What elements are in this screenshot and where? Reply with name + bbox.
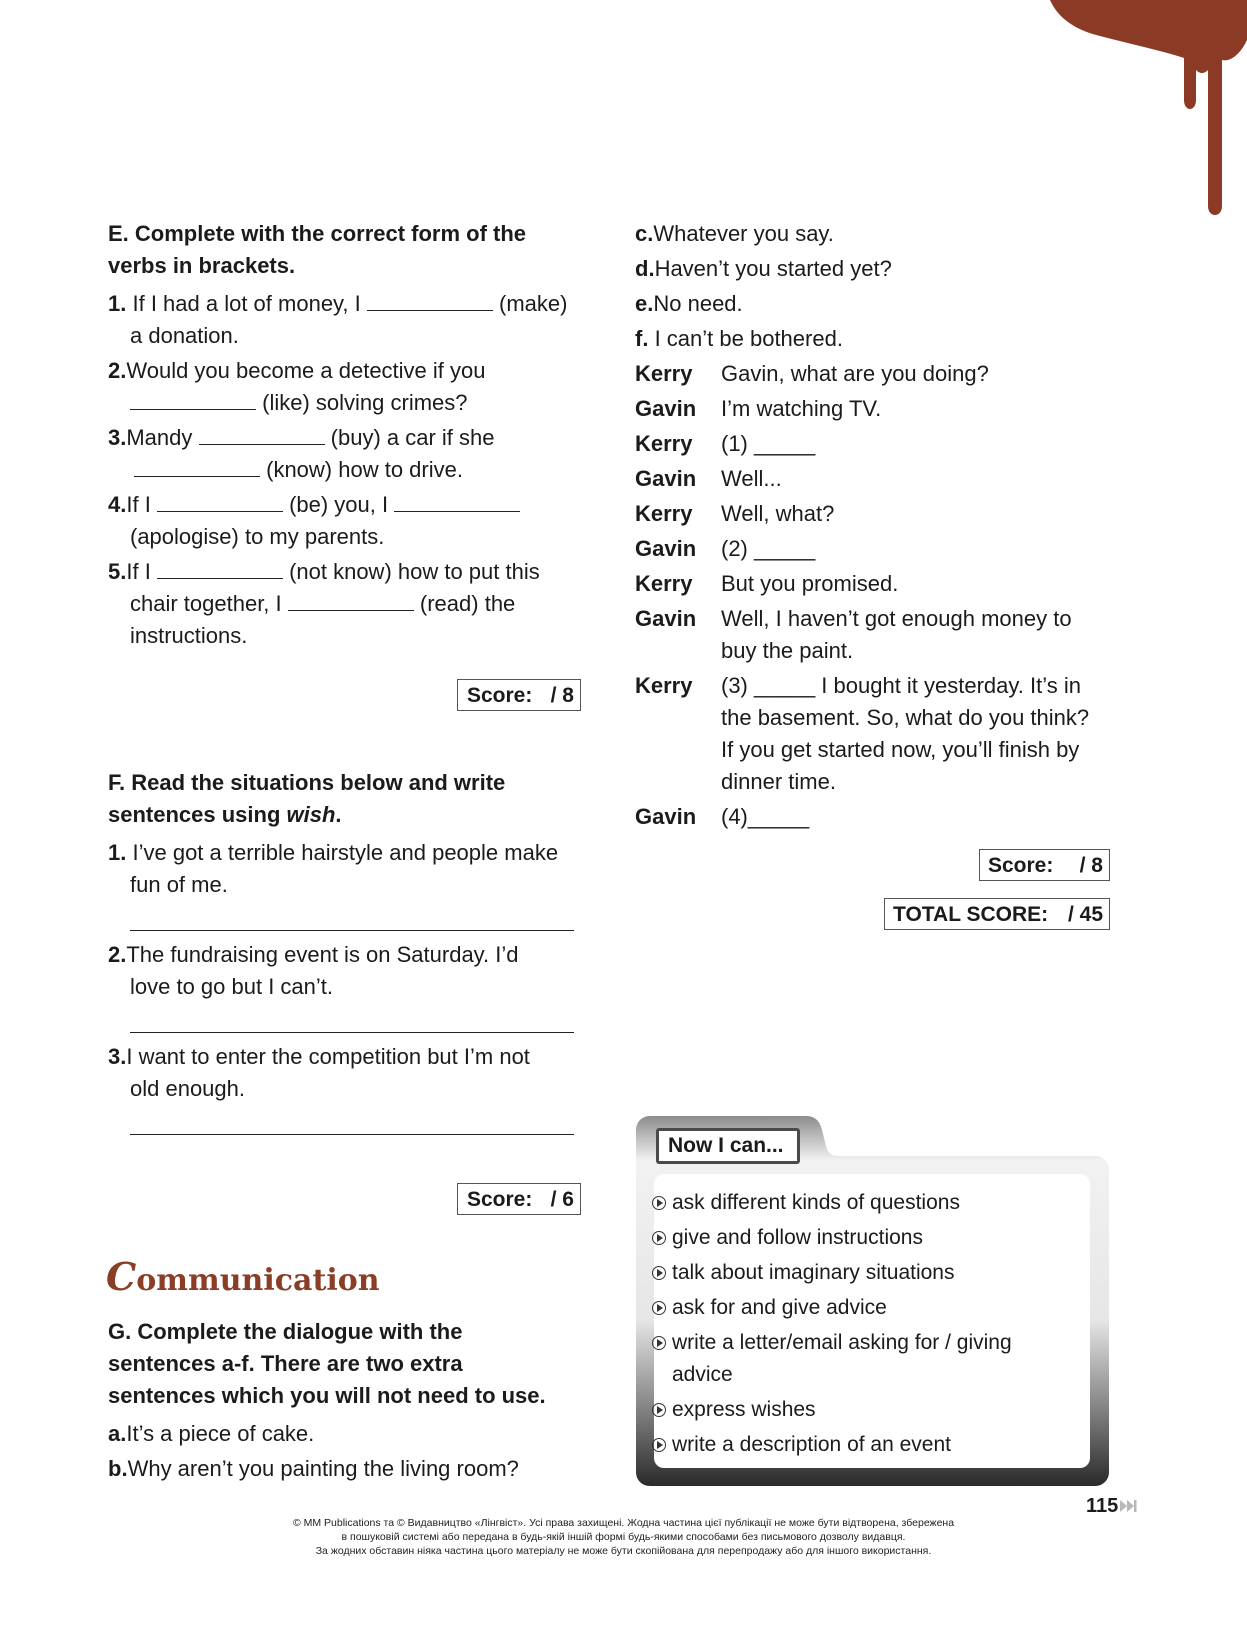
copyright-footer: © MM Publications та © Видавництво «Лінгвіст». Усі права захищені. Жодна частина цієї публікації не може бути відтворена, збережена в пошуковій системі або передана в будь-якій іншій формі будь-якими способами без письмового дозволу видавця. За жодних обставин ніяка частина цього матеріалу не може бути скопійована для перепродажу або для іншого використання. (292, 1517, 955, 1557)
section-g-score-box: Score: / 8 (979, 849, 1110, 881)
play-bullet-icon (652, 1231, 666, 1245)
now-i-can-card (636, 1116, 1109, 1486)
answer-blank[interactable] (130, 389, 256, 410)
can-do-item: write a description of an event (672, 1430, 951, 1460)
option-e: e.No need. (635, 291, 743, 316)
answer-blank[interactable] (157, 491, 283, 512)
play-bullet-icon (652, 1266, 666, 1280)
dialogue-speaker: Gavin (635, 466, 697, 491)
section-f-question-1: 1. I’ve got a terrible hairstyle and people make (108, 840, 559, 865)
dialogue-speaker: Kerry (635, 361, 693, 386)
section-e-question-3-cont: (know) how to drive. (134, 454, 463, 486)
dialogue-speaker: Gavin (635, 536, 697, 561)
can-do-item: write a letter/email asking for / giving (672, 1328, 1012, 1358)
section-f-score-box: Score: / 6 (457, 1183, 581, 1215)
section-f-question-2: 2.The fundraising event is on Saturday. I’d (108, 942, 519, 967)
dialogue-line: Well, what? (721, 501, 835, 526)
dialogue-speaker: Gavin (635, 804, 697, 829)
option-f: f. I can’t be bothered. (635, 326, 843, 351)
can-do-item-cont: advice (672, 1363, 733, 1386)
dialogue-line: (1) _____ (721, 431, 816, 456)
dialogue-line: (4)_____ (721, 804, 810, 829)
section-f-question-1-cont: fun of me. (130, 872, 228, 897)
section-f-heading: F. Read the situations below and write sentences using wish. (108, 770, 506, 827)
dialogue-line: (3) _____ I bought it yesterday. It’s in the basement. So, what do you think? If you get started now, you’ll finish by dinner time. (721, 673, 1090, 794)
play-bullet-icon (652, 1336, 666, 1350)
section-f-question-3: 3.I want to enter the competition but I’m not (108, 1044, 530, 1069)
play-bullet-icon (652, 1196, 666, 1210)
section-e-question-2: 2.Would you become a detective if you (108, 358, 486, 383)
dialogue-speaker: Kerry (635, 501, 693, 526)
answer-blank[interactable] (367, 290, 493, 311)
page-number: 115 (1086, 1495, 1119, 1517)
answer-line[interactable] (130, 1032, 574, 1033)
fast-forward-icon (1120, 1500, 1138, 1512)
section-e-score-box: Score: / 8 (457, 679, 581, 711)
answer-blank[interactable] (157, 558, 283, 579)
play-bullet-icon (652, 1403, 666, 1417)
communication-heading: Communication (106, 1254, 380, 1299)
answer-blank[interactable] (199, 424, 325, 445)
section-e-question-4: 4.If I (be) you, I (108, 489, 520, 521)
section-g-heading: G. Complete the dialogue with the sentences a-f. There are two extra sentences which you will not need to use. (108, 1319, 546, 1408)
play-bullet-icon (652, 1301, 666, 1315)
section-f-question-3-cont: old enough. (130, 1076, 245, 1101)
section-e-question-1: 1. If I had a lot of money, I (make) (108, 291, 568, 316)
dialogue-line: Gavin, what are you doing? (721, 361, 989, 386)
answer-line[interactable] (130, 930, 574, 931)
section-e-question-4-cont: (apologise) to my parents. (130, 524, 385, 549)
can-do-item: ask different kinds of questions (672, 1188, 960, 1218)
option-d: d.Haven’t you started yet? (635, 256, 892, 281)
can-do-item: ask for and give advice (672, 1293, 887, 1323)
dialogue-line: (2) _____ (721, 536, 816, 561)
dialogue-speaker: Gavin (635, 396, 697, 421)
answer-blank[interactable] (134, 456, 260, 477)
section-e-question-5-cont2: instructions. (130, 623, 248, 648)
option-a: a.It’s a piece of cake. (108, 1421, 315, 1446)
dialogue-speaker: Kerry (635, 571, 693, 596)
option-b: b.Why aren’t you painting the living room? (108, 1456, 519, 1481)
answer-line[interactable] (130, 1134, 574, 1135)
paint-drip-decoration (1040, 0, 1247, 220)
can-do-item: give and follow instructions (672, 1223, 923, 1253)
section-e-question-3: 3.Mandy (buy) a car if she (108, 425, 495, 450)
dialogue-line: Well, I haven’t got enough money to buy the paint. (721, 606, 1072, 663)
section-e-question-5: 5.If I (not know) how to put this (108, 559, 540, 584)
option-c: c.Whatever you say. (635, 221, 834, 246)
play-bullet-icon (652, 1438, 666, 1452)
now-i-can-title: Now I can... (656, 1128, 800, 1164)
section-e-heading: E. Complete with the correct form of the verbs in brackets. (108, 221, 527, 278)
total-score-box: TOTAL SCORE: / 45 (884, 898, 1110, 930)
answer-blank[interactable] (288, 590, 414, 611)
dialogue-speaker: Kerry (635, 673, 693, 698)
section-e-question-2-cont: (like) solving crimes? (130, 387, 468, 419)
dialogue-line: Well... (721, 466, 782, 491)
dialogue-speaker: Kerry (635, 431, 693, 456)
dialogue-speaker: Gavin (635, 606, 697, 631)
section-e-question-1-cont: a donation. (130, 323, 239, 348)
section-f-question-2-cont: love to go but I can’t. (130, 974, 334, 999)
answer-blank[interactable] (394, 491, 520, 512)
dialogue-line: I’m watching TV. (721, 396, 882, 421)
can-do-item: express wishes (672, 1395, 816, 1425)
dialogue-line: But you promised. (721, 571, 899, 596)
can-do-item: talk about imaginary situations (672, 1258, 955, 1288)
section-e-question-5-cont: chair together, I (read) the (130, 591, 516, 616)
